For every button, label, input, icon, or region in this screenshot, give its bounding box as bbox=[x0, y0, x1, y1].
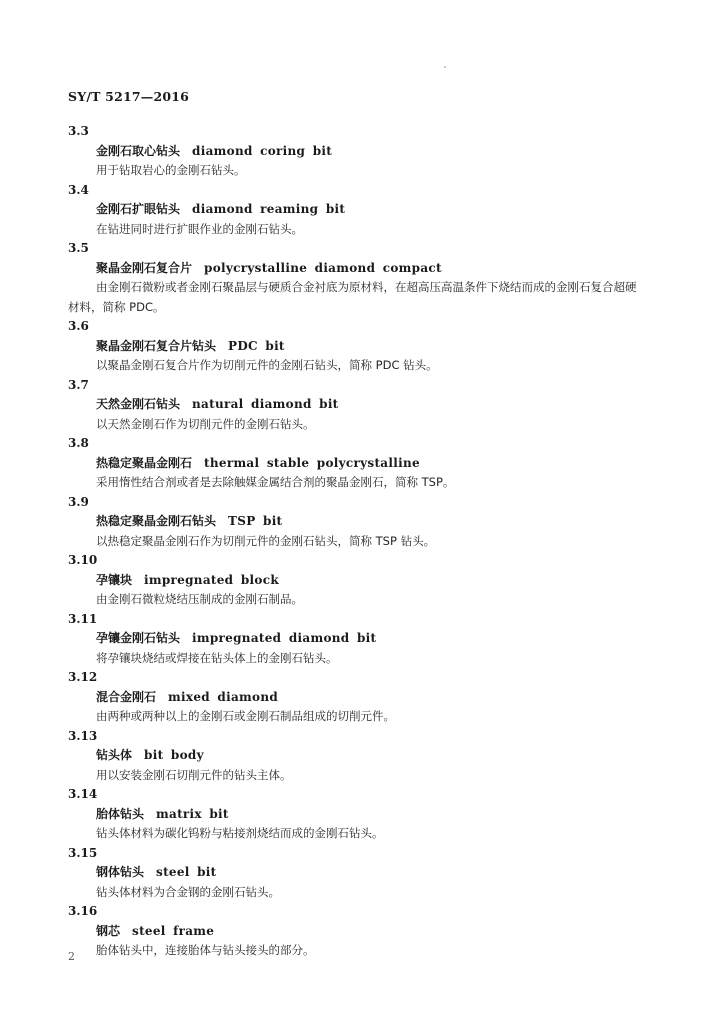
clause-number: 3.8 bbox=[68, 436, 89, 450]
term-definition: 钻头体材料为碳化钨粉与粘接剂烧结而成的金刚石钻头。 bbox=[96, 826, 384, 840]
term-heading bbox=[96, 571, 668, 591]
clause-number: 3.12 bbox=[68, 670, 98, 684]
term-heading bbox=[96, 337, 668, 357]
clause-number: 3.13 bbox=[68, 728, 98, 743]
clause-number: 3.6 bbox=[68, 319, 89, 333]
term-chinese: 金刚石扩眼钻头 bbox=[96, 202, 181, 216]
term-heading bbox=[96, 142, 668, 162]
term-definition: 钻头体材料为合金钢的金刚石钻头。 bbox=[96, 884, 280, 899]
term-definition: 用于钻取岩心的金刚石钻头。 bbox=[96, 163, 246, 177]
term-definition: 由金刚石微粒烧结压制成的金刚石制品。 bbox=[96, 592, 303, 606]
term-chinese: 孕镶金刚石钻头 bbox=[96, 631, 181, 645]
term-entry bbox=[68, 317, 668, 376]
term-chinese: 钻头体 bbox=[96, 748, 133, 762]
term-entry bbox=[68, 610, 668, 669]
term-chinese: 聚晶金刚石复合片 bbox=[96, 260, 193, 275]
terms-list bbox=[68, 122, 668, 961]
term-chinese: 热稳定聚晶金刚石钻头 bbox=[96, 514, 217, 528]
term-english: polycrystalline diamond compact bbox=[204, 260, 442, 275]
term-chinese: 金刚石取心钻头 bbox=[96, 143, 181, 158]
clause-number: 3.4 bbox=[68, 182, 89, 197]
term-definition: 采用惰性结合剂或者是去除触媒金属结合剂的聚晶金刚石，简称 TSP。 bbox=[96, 475, 455, 489]
clause-number: 3.9 bbox=[68, 494, 89, 509]
term-entry bbox=[68, 668, 668, 727]
term-heading bbox=[96, 863, 668, 883]
term-definition: 以聚晶金刚石复合片作为切削元件的金刚石钻头，简称 PDC 钻头。 bbox=[96, 358, 438, 372]
term-english: impregnated block bbox=[144, 572, 279, 587]
term-heading bbox=[96, 688, 668, 708]
term-entry bbox=[68, 844, 668, 903]
term-chinese: 聚晶金刚石复合片钻头 bbox=[96, 338, 217, 353]
term-entry bbox=[68, 434, 668, 493]
term-heading bbox=[96, 200, 668, 220]
term-english: thermal stable polycrystalline bbox=[204, 455, 420, 470]
term-chinese: 钢体钻头 bbox=[96, 865, 145, 879]
term-entry bbox=[68, 239, 668, 317]
term-entry bbox=[68, 785, 668, 844]
term-english: PDC bit bbox=[228, 338, 285, 353]
term-definition: 由金刚石微粉或者金刚石聚晶层与硬质合金衬底为原材料，在超高压高温条件下烧结而成的金刚石复合超硬材料，简称 PDC。 bbox=[68, 280, 637, 314]
term-heading bbox=[96, 746, 668, 766]
term-chinese: 天然金刚石钻头 bbox=[96, 397, 181, 411]
term-entry bbox=[68, 122, 668, 181]
clause-number: 3.5 bbox=[68, 241, 89, 255]
term-chinese: 胎体钻头 bbox=[96, 806, 145, 821]
term-english: natural diamond bit bbox=[192, 397, 339, 411]
page-number: 2 bbox=[68, 950, 75, 963]
clause-number: 3.10 bbox=[68, 553, 98, 567]
term-definition: 以天然金刚石作为切削元件的金刚石钻头。 bbox=[96, 416, 315, 431]
term-definition: 将孕镶块烧结或焊接在钻头体上的金刚石钻头。 bbox=[96, 650, 338, 665]
term-heading bbox=[96, 259, 668, 279]
term-definition: 由两种或两种以上的金刚石或金刚石制品组成的切削元件。 bbox=[96, 709, 395, 723]
standard-code-header: SY/T 5217—2016 bbox=[68, 89, 190, 104]
term-english: diamond reaming bit bbox=[192, 202, 346, 216]
term-heading bbox=[96, 395, 668, 415]
term-english: steel bit bbox=[156, 865, 217, 879]
term-heading bbox=[96, 629, 668, 649]
term-chinese: 孕镶块 bbox=[96, 572, 133, 587]
term-english: steel frame bbox=[132, 923, 215, 938]
term-definition: 胎体钻头中，连接胎体与钻头接头的部分。 bbox=[96, 943, 315, 957]
term-heading bbox=[96, 512, 668, 532]
term-chinese: 钢芯 bbox=[96, 923, 121, 938]
term-english: matrix bit bbox=[156, 806, 229, 821]
term-chinese: 热稳定聚晶金刚石 bbox=[96, 455, 193, 470]
term-entry bbox=[68, 376, 668, 435]
term-entry bbox=[68, 902, 668, 961]
clause-number: 3.7 bbox=[68, 377, 89, 392]
term-entry bbox=[68, 493, 668, 552]
clause-number: 3.15 bbox=[68, 845, 98, 860]
term-entry bbox=[68, 727, 668, 786]
term-definition: 以热稳定聚晶金刚石作为切削元件的金刚石钻头，简称 TSP 钻头。 bbox=[96, 533, 436, 548]
term-entry bbox=[68, 551, 668, 610]
clause-number: 3.3 bbox=[68, 124, 89, 138]
term-heading bbox=[96, 454, 668, 474]
term-english: diamond coring bit bbox=[192, 143, 333, 158]
term-chinese: 混合金刚石 bbox=[96, 689, 157, 704]
term-english: impregnated diamond bit bbox=[192, 631, 377, 645]
scan-speck bbox=[444, 66, 446, 68]
term-definition: 用以安装金刚石切削元件的钻头主体。 bbox=[96, 767, 292, 782]
term-definition: 在钻进同时进行扩眼作业的金刚石钻头。 bbox=[96, 221, 303, 236]
clause-number: 3.11 bbox=[68, 611, 98, 626]
clause-number: 3.14 bbox=[68, 787, 98, 801]
term-heading bbox=[96, 805, 668, 825]
term-english: mixed diamond bbox=[168, 689, 279, 704]
clause-number: 3.16 bbox=[68, 904, 98, 918]
term-heading bbox=[96, 922, 668, 942]
term-entry bbox=[68, 181, 668, 240]
term-english: TSP bit bbox=[228, 514, 283, 528]
term-english: bit body bbox=[144, 748, 204, 762]
